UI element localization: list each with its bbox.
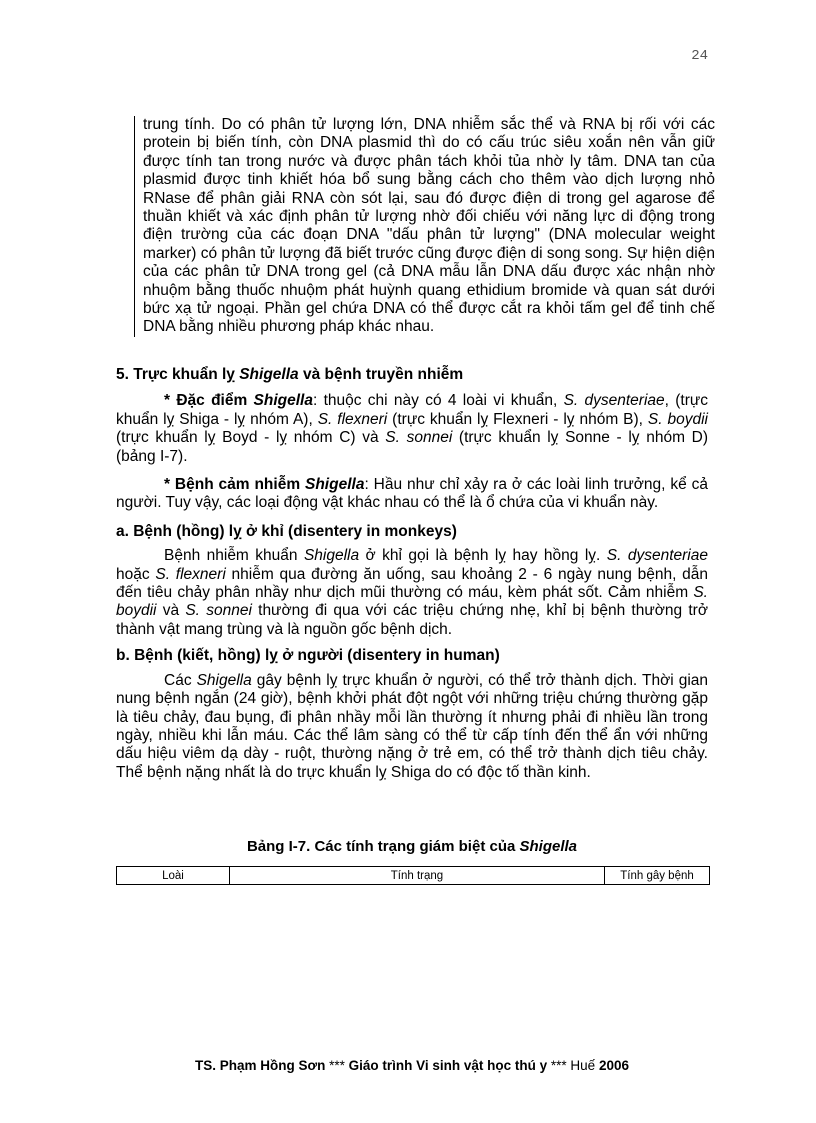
header-characteristics: Tính trạng	[230, 867, 605, 885]
infection-paragraph: * Bệnh cảm nhiễm Shigella: Hầu như chỉ xảy ra ở các loài linh trưởng, kể cả người. Tuy vậy, các loại động vật khác nhau có thể là ổ chứa của vi khuẩn này.	[116, 476, 708, 512]
main-content	[116, 366, 708, 782]
table-header-row	[117, 867, 710, 885]
features-paragraph: * Đặc điểm Shigella: thuộc chi này có 4 loài vi khuẩn, S. dysenteriae, (trực khuẩn lỵ Shiga - lỵ nhóm A), S. flexneri (trực khuẩn lỵ Flexneri - lỵ nhóm B), S. boydii (trực khuẩn lỵ Boyd - lỵ nhóm C) và S. sonnei (trực khuẩn lỵ Sonne - lỵ nhóm D) (bảng I-7).	[116, 392, 709, 465]
header-pathogenicity: Tính gây bệnh	[605, 867, 710, 885]
page-number: 24	[691, 48, 708, 64]
section-b-paragraph: Các Shigella gây bệnh lỵ trực khuẩn ở người, có thể trở thành dịch. Thời gian nung bệnh ngắn (24 giờ), bệnh khởi phát đột ngột với những triệu chứng thường gặp là tiêu chảy, đau bụng, đi phân nhầy mỗi lần thường ít nhưng phải đi nhiều lần trong ngày, nhiều khi lẫn máu. Các thể lâm sàng có thể từ cấp tính đến thể ẩn với những dấu hiệu viêm dạ dày - ruột, thường nặng ở trẻ em, có thể trở thành dịch tiêu chảy. Thể bệnh nặng nhất là do trực khuẩn lỵ Shiga do có độc tố thần kinh.	[116, 671, 709, 781]
section-5-heading: 5. Trực khuẩn lỵ Shigella và bệnh truyền nhiễm	[116, 366, 464, 383]
section-a-heading: a. Bệnh (hồng) lỵ ở khỉ (disentery in monkeys)	[116, 522, 457, 540]
page-footer: TS. Phạm Hồng Sơn *** Giáo trình Vi sinh vật học thú y *** Huế 2006	[195, 1058, 629, 1073]
boxed-paragraph: trung tính. Do có phân tử lượng lớn, DNA nhiễm sắc thể và RNA bị rối với các protein bị biến tính, còn DNA plasmid thì do có cấu trúc siêu xoắn nên vẫn giữ được tính tan trong nước và được phân tách khỏi tủa nhờ ly tâm. DNA tan của plasmid được tinh khiết hóa bổ sung bằng cách cho thêm vào dịch lượng nhỏ RNase để phân giải RNA còn sót lại, sau đó được điện di trong gel agarose để thuần khiết và xác định phân tử lượng nhờ đối chiếu với năng lực di động trong điện trường của các đoạn DNA "dấu phân tử lượng" (DNA molecular weight marker) có phân tử lượng đã biết trước cũng được điện di song song. Sự hiện diện của các phân tử DNA trong gel (cả DNA mẫu lẫn DNA dấu được xác nhận nhờ nhuộm bằng thuốc nhuộm phát huỳnh quang ethidium bromide và quan sát dưới bức xạ tử ngoại. Phần gel chứa DNA có thể được cắt ra khỏi tấm gel để tinh chế DNA bằng nhiều phương pháp khác nhau.	[134, 116, 715, 337]
section-b-heading: b. Bệnh (kiết, hồng) lỵ ở người (disentery in human)	[116, 647, 500, 665]
section-a-paragraph: Bệnh nhiễm khuẩn Shigella ở khỉ gọi là bệnh lỵ hay hồng lỵ. S. dysenteriae hoặc S. flexneri nhiễm qua đường ăn uống, sau khoảng 2 - 6 ngày nung bệnh, dẫn đến tiêu chảy phân nhầy như dịch mũi thường có máu, kèm phát sốt. Cảm nhiễm S. boydii và S. sonnei thường đi qua với các triệu chứng nhẹ, khỉ bị bệnh thường trở thành vật mang trùng và là nguồn gốc bệnh dịch.	[116, 547, 709, 638]
table-title: Bảng I-7. Các tính trạng giám biệt của Shigella	[246, 838, 578, 855]
header-species: Loài	[117, 867, 230, 885]
shigella-characteristics-table	[116, 866, 710, 885]
